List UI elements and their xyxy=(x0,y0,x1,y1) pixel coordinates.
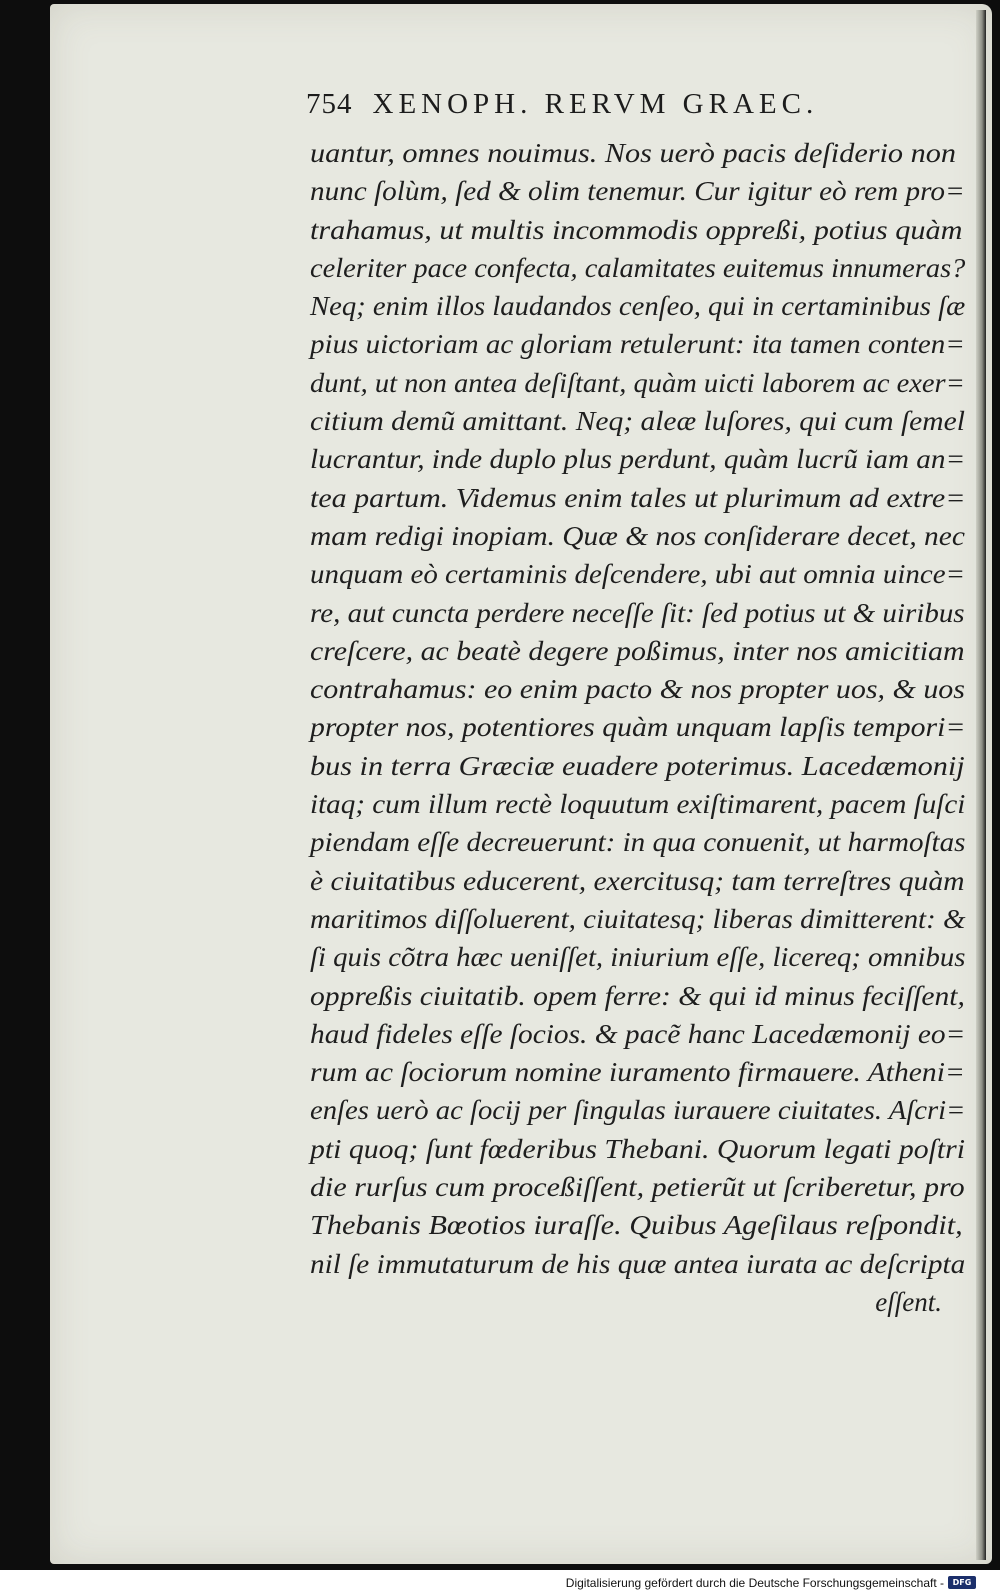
text-line: citium demũ amittant. Neq; aleæ luſores, qui cum ſemel xyxy=(310,406,965,437)
text-line: nil ſe immutaturum de his quæ antea iurata ac deſcripta xyxy=(310,1248,966,1279)
text-line: maritimos diſſoluerent, ciuitatesq; liberas dimitterent: & xyxy=(310,903,966,934)
text-line: bus in terra Græciæ euadere poterimus. Lacedæmonij xyxy=(310,750,965,781)
text-line: contrahamus: eo enim pacto & nos propter uos, & uos xyxy=(310,674,965,705)
text-line: lucrantur, inde duplo plus perdunt, quàm lucrũ iam an= xyxy=(310,444,966,475)
text-line: ſi quis cõtra hæc ueniſſet, iniurium eſſe, licereq; omnibus xyxy=(310,942,966,973)
text-line: oppreßis ciuitatib. opem ferre: & qui id minus feciſſent, xyxy=(310,980,965,1011)
text-line: Thebanis Bœotios iuraſſe. Quibus Ageſilaus reſpondit, xyxy=(310,1210,963,1241)
text-line: nunc ſolùm, ſed & olim tenemur. Cur igitur eò rem pro= xyxy=(310,176,965,207)
text-line: enſes uerò ac ſocij per ſingulas iurauere ciuitates. Aſcri= xyxy=(310,1095,966,1126)
running-head xyxy=(306,88,946,128)
text-line: itaq; cum illum rectè loquutum exiſtimarent, pacem ſuſci xyxy=(310,789,966,820)
text-line: unquam eò certaminis deſcendere, ubi aut omnia uince= xyxy=(310,559,966,590)
text-line: rum ac ſociorum nomine iuramento firmauere. Atheni= xyxy=(310,1057,965,1088)
text-line: trahamus, ut multis incommodis oppreßi, potius quàm xyxy=(310,214,963,245)
text-line: creſcere, ac beatè degere poßimus, inter nos amicitiam xyxy=(310,635,965,666)
text-line: haud fideles eſſe ſocios. & pacẽ hanc Lacedæmonij eo= xyxy=(310,1018,966,1049)
digitization-credit: Digitalisierung gefördert durch die Deutsche Forschungsgemeinschaft - xyxy=(565,1576,944,1590)
dfg-logo: DFG xyxy=(948,1576,976,1589)
text-line: celeriter pace confecta, calamitates euitemus innumeras? xyxy=(310,252,966,283)
text-line: mam redigi inopiam. Quæ & nos conſiderare decet, nec xyxy=(310,520,965,551)
text-line: uantur, omnes nouimus. Nos uerò pacis deſiderio non xyxy=(310,138,956,168)
text-line: dunt, ut non antea deſiſtant, quàm uicti laborem ac exer= xyxy=(310,367,965,398)
text-line: pius uictoriam ac gloriam retulerunt: ita tamen conten= xyxy=(310,329,965,360)
text-line: die rurſus cum proceßiſſent, petierũt ut ſcriberetur, pro xyxy=(310,1172,965,1203)
text-line: Neq; enim illos laudandos cenſeo, qui in certaminibus ſæ xyxy=(310,291,966,322)
text-line: re, aut cuncta perdere neceſſe ſit: ſed potius ut & uiribus xyxy=(310,597,965,628)
text-line: propter nos, potentiores quàm unquam lapſis tempori= xyxy=(310,712,966,743)
text-line: pti quoq; ſunt fœderibus Thebani. Quorum legati poſtri xyxy=(310,1133,966,1164)
footer-bar xyxy=(0,1570,1000,1596)
text-line: è ciuitatibus educerent, exercitusq; tam terreſtres quàm xyxy=(310,865,965,896)
running-title: XENOPH. RERVM GRAEC. xyxy=(372,88,819,120)
body-text xyxy=(310,134,972,1321)
text-line: piendam eſſe decreuerunt: in qua conuenit, ut harmoſtas xyxy=(310,827,966,858)
page-number: 754 xyxy=(306,88,353,120)
text-line: eſſent. xyxy=(875,1286,942,1317)
text-line: tea partum. Videmus enim tales ut plurimum ad extre= xyxy=(310,482,966,513)
